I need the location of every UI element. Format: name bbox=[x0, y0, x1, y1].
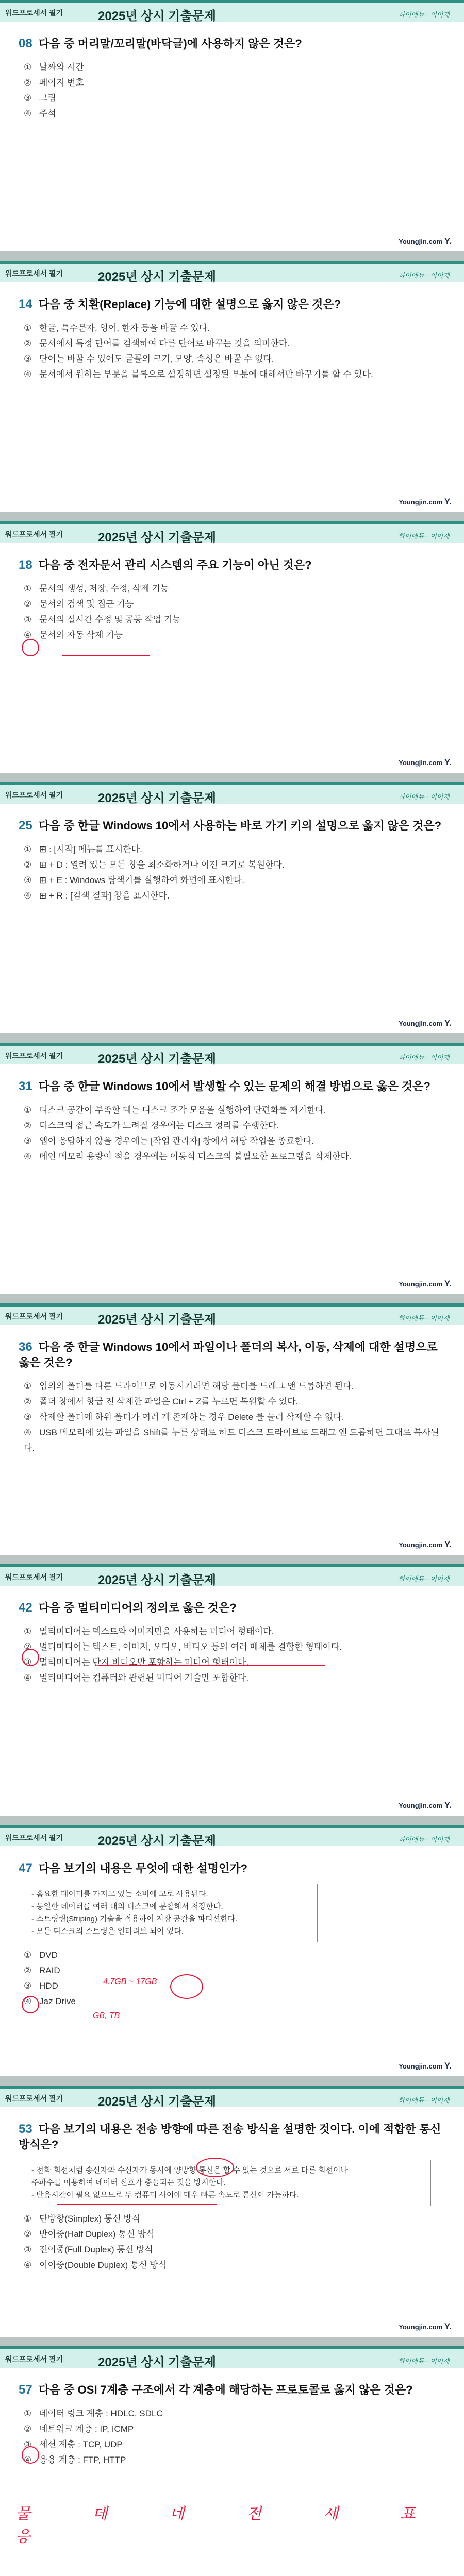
page-footer-brand: Youngjin.com Y. bbox=[399, 1800, 452, 1810]
option-list bbox=[19, 1947, 443, 2009]
option-3[interactable]: ③ 멀티미디어는 단지 비디오만 포함하는 미디어 형태이다. bbox=[24, 1657, 249, 1667]
handwritten-note: GB, TB bbox=[93, 2011, 120, 2020]
option-2[interactable]: ② 폴더 창에서 항급 전 삭제한 파일은 Ctrl + Z를 누르면 복원할 수 있다. bbox=[24, 1397, 299, 1406]
question-block bbox=[19, 1079, 443, 1164]
page-header bbox=[0, 782, 464, 804]
header-signature: 하이에듀 · 이이재 bbox=[398, 2357, 450, 2365]
question-number: 14 bbox=[19, 297, 32, 311]
option-2[interactable]: ② 문서에서 특정 단어를 검색하여 다른 단어로 바꾸는 것을 의미한다. bbox=[24, 338, 290, 348]
header-title: 2025년 상시 기출문제 bbox=[98, 1834, 217, 1848]
option-1[interactable]: ① ⊞ : [시작] 메뉴를 표시한다. bbox=[24, 844, 142, 854]
question-text: 25 다음 중 한글 Windows 10에서 사용하는 바로 가기 키의 설명으로 옳지 않은 것은? bbox=[19, 819, 442, 833]
header-signature: 하이에듀 · 이이재 bbox=[398, 11, 450, 19]
option-4[interactable]: ④ 문서의 자동 삭제 기능 bbox=[24, 630, 123, 640]
question-text: 42 다음 중 멀티미디어의 정의로 옳은 것은? bbox=[19, 1601, 237, 1615]
option-2[interactable]: ② RAID bbox=[24, 1965, 60, 1975]
exam-page-q42 bbox=[0, 1564, 464, 1816]
page-header bbox=[0, 521, 464, 543]
page-footer-brand: Youngjin.com Y. bbox=[399, 1018, 452, 1028]
header-signature: 하이에듀 · 이이재 bbox=[398, 793, 450, 801]
header-title: 2025년 상시 기출문제 bbox=[98, 270, 217, 284]
option-4[interactable]: ④ 응용 계층 : FTP, HTTP bbox=[24, 2455, 126, 2465]
example-box: - 홈요한 데이터를 가지고 있는 소비에 고로 사용된다. - 동일한 데이터를 여러 대의 디스크에 분할해서 저장한다. - 스트링링(Striping) 기술을 적용하여 저장 공간을 파티션한다. - 모든 디스크의 스트링은 인터리브 되어 있다. bbox=[24, 1884, 318, 1942]
option-4[interactable]: ④ 이이중(Double Duplex) 통신 방식 bbox=[24, 2260, 167, 2270]
option-4[interactable]: ④ 주석 bbox=[24, 109, 56, 118]
header-title: 2025년 상시 기출문제 bbox=[98, 791, 217, 805]
option-1[interactable]: ① 데이터 링크 계층 : HDLC, SDLC bbox=[24, 2409, 163, 2418]
answer-circle-mark bbox=[22, 639, 39, 656]
option-list bbox=[19, 320, 443, 382]
header-title: 2025년 상시 기출문제 bbox=[98, 1052, 217, 1066]
option-3[interactable]: ③ HDD bbox=[24, 1981, 58, 1991]
page-header bbox=[0, 2086, 464, 2107]
question-text: 18 다음 중 전자문서 관리 시스템의 주요 기능이 아닌 것은? bbox=[19, 558, 312, 572]
question-text: 08 다음 중 머리말/꼬리말(바닥글)에 사용하지 않은 것은? bbox=[19, 37, 302, 50]
page-footer-brand: Youngjin.com Y. bbox=[399, 757, 452, 767]
header-signature: 하이에듀 · 이이재 bbox=[398, 1314, 450, 1322]
option-list bbox=[19, 2406, 443, 2468]
header-subject: 워드프로세서 필기 bbox=[5, 9, 63, 17]
header-subject: 워드프로세서 필기 bbox=[5, 2094, 63, 2103]
header-title: 2025년 상시 기출문제 bbox=[98, 531, 217, 545]
question-number: 47 bbox=[19, 1861, 32, 1875]
option-1[interactable]: ① 문서의 생성, 저장, 수정, 삭제 기능 bbox=[24, 584, 169, 594]
header-subject: 워드프로세서 필기 bbox=[5, 269, 63, 278]
question-block bbox=[19, 1340, 443, 1456]
question-text: 47 다음 보기의 내용은 무엇에 대한 설명인가? bbox=[19, 1861, 247, 1875]
option-1[interactable]: ① DVD bbox=[24, 1950, 58, 1960]
question-number: 08 bbox=[19, 37, 32, 50]
option-1[interactable]: ① 멀티미디어는 텍스트와 이미지만을 사용하는 미디어 형태이다. bbox=[24, 1626, 274, 1636]
page-footer-brand: Youngjin.com Y. bbox=[399, 1279, 452, 1289]
question-block bbox=[19, 297, 443, 382]
exam-page-q57 bbox=[0, 2346, 464, 2576]
question-number: 57 bbox=[19, 2383, 32, 2397]
option-1[interactable]: ① 날짜와 시간 bbox=[24, 62, 84, 72]
option-3[interactable]: ③ 세션 계층 : TCP, UDP bbox=[24, 2439, 123, 2449]
header-title: 2025년 상시 기출문제 bbox=[98, 2355, 217, 2369]
exam-page-q14 bbox=[0, 261, 464, 512]
option-1[interactable]: ① 한글, 특수문자, 영어, 한자 등을 바꿀 수 있다. bbox=[24, 323, 210, 333]
page-footer-brand: Youngjin.com Y. bbox=[399, 1539, 452, 1549]
question-block bbox=[19, 557, 443, 643]
option-4[interactable]: ④ ⊞ + R : [검색 결과] 창을 표시한다. bbox=[24, 891, 170, 901]
option-3[interactable]: ③ 단어는 바꿀 수 있어도 글꼴의 크기, 모양, 속성은 바꿀 수 없다. bbox=[24, 354, 274, 364]
exam-page-q53 bbox=[0, 2086, 464, 2337]
answer-circle-mark bbox=[22, 1996, 39, 2013]
option-3[interactable]: ③ 삭제할 폴더에 하위 폴더가 여러 개 존재하는 경우 Delete 를 눌러 삭제할 수 없다. bbox=[24, 1412, 344, 1422]
header-signature: 하이에듀 · 이이재 bbox=[398, 1054, 450, 1061]
option-list bbox=[19, 1379, 443, 1456]
header-signature: 하이에듀 · 이이재 bbox=[398, 1575, 450, 1583]
answer-underline-mark bbox=[62, 655, 150, 656]
header-title: 2025년 상시 기출문제 bbox=[98, 1573, 217, 1587]
option-4[interactable]: ④ Jaz Drive bbox=[24, 1996, 76, 2006]
answer-underline-mark bbox=[57, 2204, 217, 2205]
header-title: 2025년 상시 기출문제 bbox=[98, 9, 217, 23]
option-4[interactable]: ④ 메인 메모리 용량이 적을 경우에는 이동식 디스크의 불필요한 프로그램을 삭제한다. bbox=[24, 1151, 352, 1161]
option-list bbox=[19, 60, 443, 122]
answer-circle-mark bbox=[22, 2446, 39, 2464]
scribble-mark bbox=[196, 2158, 234, 2177]
option-3[interactable]: ③ 문서의 실시간 수정 및 공동 작업 기능 bbox=[24, 615, 181, 624]
question-number: 42 bbox=[19, 1601, 32, 1615]
page-header bbox=[0, 1043, 464, 1064]
exam-page-q25 bbox=[0, 782, 464, 1033]
header-signature: 하이에듀 · 이이재 bbox=[398, 2096, 450, 2104]
question-block bbox=[19, 1600, 443, 1686]
page-footer-brand: Youngjin.com Y. bbox=[399, 2061, 452, 2071]
option-1[interactable]: ① 단방향(Simplex) 통신 방식 bbox=[24, 2214, 141, 2224]
option-2[interactable]: ② 페이지 번호 bbox=[24, 78, 84, 88]
header-signature: 하이에듀 · 이이재 bbox=[398, 272, 450, 279]
question-block bbox=[19, 818, 443, 904]
option-list bbox=[19, 1103, 443, 1164]
page-header bbox=[0, 1825, 464, 1846]
answer-underline-mark bbox=[98, 1665, 325, 1666]
question-number: 36 bbox=[19, 1340, 32, 1354]
exam-page-q36 bbox=[0, 1303, 464, 1555]
option-list bbox=[19, 2211, 443, 2273]
exam-page-q47 bbox=[0, 1825, 464, 2076]
exam-page-q31 bbox=[0, 1043, 464, 1294]
handwritten-note: 4.7GB ~ 17GB bbox=[103, 1977, 157, 1986]
header-subject: 워드프로세서 필기 bbox=[5, 1052, 63, 1060]
option-list bbox=[19, 842, 443, 904]
question-number: 53 bbox=[19, 2122, 32, 2136]
option-3[interactable]: ③ ⊞ + E : Windows 탐색기를 실행하여 화면에 표시한다. bbox=[24, 875, 245, 885]
option-3[interactable]: ③ 앱이 응답하지 않을 경우에는 [작업 관리자] 창에서 해당 작업을 종료한다. bbox=[24, 1136, 314, 1146]
header-subject: 워드프로세서 필기 bbox=[5, 1312, 63, 1320]
option-list bbox=[19, 1624, 443, 1686]
option-2[interactable]: ② 디스크의 접근 속도가 느려질 경우에는 디스크 정리를 수행한다. bbox=[24, 1121, 279, 1130]
question-block bbox=[19, 1861, 443, 2009]
option-2[interactable]: ② ⊞ + D : 열려 있는 모든 창을 최소화하거나 이전 크기로 복원한다. bbox=[24, 860, 285, 870]
question-number: 25 bbox=[19, 819, 32, 833]
question-block bbox=[19, 2382, 443, 2468]
option-2[interactable]: ② 멀티미디어는 텍스트, 이미지, 오디오, 비디오 등의 여러 매체를 결합한 형태이다. bbox=[24, 1642, 342, 1652]
header-subject: 워드프로세서 필기 bbox=[5, 791, 63, 799]
question-text: 36 다음 중 한글 Windows 10에서 파일이나 폴더의 복사, 이동, 삭제에 대한 설명으로 옳은 것은? bbox=[19, 1340, 438, 1369]
question-text: 31 다음 중 한글 Windows 10에서 발생할 수 있는 문제의 해결 방법으로 옳은 것은? bbox=[19, 1079, 430, 1093]
option-4[interactable]: ④ USB 메모리에 있는 파일을 Shift를 누른 상태로 하드 디스크 드라이브로 드래그 앤 드롭하면 그대로 복사된다. bbox=[24, 1428, 439, 1453]
header-subject: 워드프로세서 필기 bbox=[5, 1834, 63, 1842]
question-text: 53 다음 보기의 내용은 전송 방향에 따른 전송 방식을 설명한 것이다. 이에 적합한 통신 방식은? bbox=[19, 2122, 441, 2151]
option-1[interactable]: ① 디스크 공간이 부족할 때는 디스크 조각 모음을 실행하여 단편화를 제거한다. bbox=[24, 1105, 326, 1115]
option-2[interactable]: ② 네트워크 계층 : IP, ICMP bbox=[24, 2424, 134, 2434]
header-title: 2025년 상시 기출문제 bbox=[98, 2095, 217, 2109]
question-number: 18 bbox=[19, 558, 32, 572]
option-4[interactable]: ④ 문서에서 원하는 부분을 블록으로 설정하면 설정된 부분에 대해서만 바꾸기를 할 수 있다. bbox=[24, 369, 373, 379]
header-subject: 워드프로세서 필기 bbox=[5, 1573, 63, 1581]
scribble-mark bbox=[170, 1974, 203, 1999]
page-header bbox=[0, 0, 464, 22]
option-2[interactable]: ② 문서의 검색 및 접근 기능 bbox=[24, 599, 134, 609]
header-subject: 워드프로세서 필기 bbox=[5, 530, 63, 538]
option-1[interactable]: ① 임의의 폴더를 다른 드라이브로 이동시키려면 해당 폴더를 드래그 앤 드롭하면 된다. bbox=[24, 1381, 354, 1391]
answer-circle-mark bbox=[22, 1649, 39, 1666]
question-block bbox=[19, 2122, 443, 2273]
page-header bbox=[0, 1303, 464, 1325]
header-signature: 하이에듀 · 이이재 bbox=[398, 1836, 450, 1843]
page-footer-brand: Youngjin.com Y. bbox=[399, 2321, 452, 2331]
example-box: - 전화 회선처럼 송신자와 수신자가 동시에 양방향 통신을 할 수 있는 것으로 서로 다른 회선이나 주파수를 이용하여 데이터 신호가 충돌되는 것을 방지한다. - 반응시간이 필요 없으므로 두 컴퓨터 사이에 매우 빠른 속도로 통신이 가능하다. bbox=[24, 2160, 431, 2206]
question-text: 57 다음 중 OSI 7계층 구조에서 각 계층에 해당하는 프로토콜로 옳지 않은 것은? bbox=[19, 2383, 413, 2397]
exam-page-q18 bbox=[0, 521, 464, 773]
header-signature: 하이에듀 · 이이재 bbox=[398, 532, 450, 540]
option-3[interactable]: ③ 그림 bbox=[24, 93, 56, 103]
header-subject: 워드프로세서 필기 bbox=[5, 2355, 63, 2363]
option-list bbox=[19, 581, 443, 643]
page-footer-brand: Youngjin.com Y. bbox=[399, 236, 452, 246]
exam-page-q08 bbox=[0, 0, 464, 251]
question-text: 14 다음 중 치환(Replace) 기능에 대한 설명으로 옳지 않은 것은? bbox=[19, 297, 341, 311]
handwritten-note: 물 데 네 전 세 표 응 bbox=[15, 2505, 444, 2545]
page-header bbox=[0, 2346, 464, 2368]
header-title: 2025년 상시 기출문제 bbox=[98, 1313, 217, 1327]
question-number: 31 bbox=[19, 1079, 32, 1093]
page-header bbox=[0, 261, 464, 282]
option-3[interactable]: ③ 전이중(Full Duplex) 통신 방식 bbox=[24, 2245, 153, 2255]
option-4[interactable]: ④ 멀티미디어는 컴퓨터와 관련된 미디어 기술만 포함한다. bbox=[24, 1673, 249, 1683]
page-header bbox=[0, 1564, 464, 1586]
option-2[interactable]: ② 반이중(Half Duplex) 통신 방식 bbox=[24, 2229, 155, 2239]
page-footer-brand: Youngjin.com Y. bbox=[399, 497, 452, 506]
question-block bbox=[19, 36, 443, 122]
